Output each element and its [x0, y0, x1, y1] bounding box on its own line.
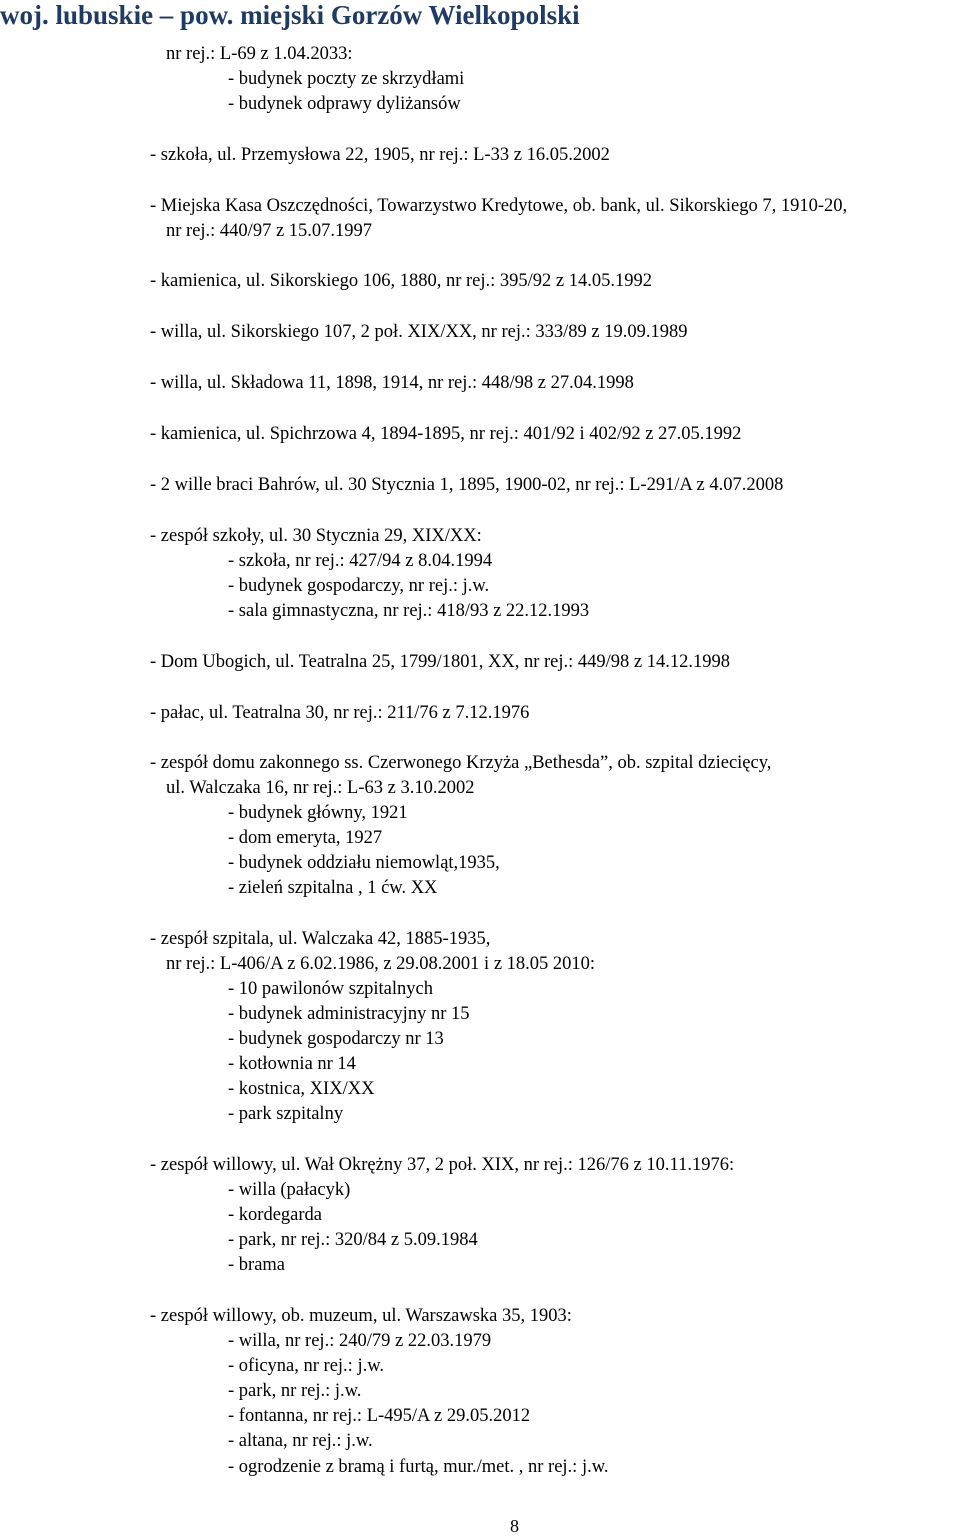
text-line: - kordegarda	[228, 1205, 322, 1225]
text-line: - zespół domu zakonnego ss. Czerwonego Krzyża „Bethesda”, ob. szpital dziecięcy,	[150, 753, 772, 773]
page-number: 8	[510, 1516, 519, 1536]
text-line: - sala gimnastyczna, nr rej.: 418/93 z 22.12.1993	[228, 601, 590, 621]
text-line: - pałac, ul. Teatralna 30, nr rej.: 211/76 z 7.12.1976	[150, 703, 530, 723]
text-line: - fontanna, nr rej.: L-495/A z 29.05.2012	[228, 1406, 531, 1426]
text-line: - kamienica, ul. Sikorskiego 106, 1880, nr rej.: 395/92 z 14.05.1992	[150, 271, 652, 291]
page-heading: woj. lubuskie – pow. miejski Gorzów Wielkopolski	[0, 0, 580, 30]
text-line: - kostnica, XIX/XX	[228, 1079, 375, 1099]
text-line: - zespół willowy, ul. Wał Okrężny 37, 2 poł. XIX, nr rej.: 126/76 z 10.11.1976:	[150, 1155, 735, 1175]
text-line: - zieleń szpitalna , 1 ćw. XX	[228, 878, 438, 898]
text-line: - budynek główny, 1921	[228, 803, 408, 823]
text-line: - 2 wille braci Bahrów, ul. 30 Stycznia 1, 1895, 1900-02, nr rej.: L-291/A z 4.07.2008	[150, 475, 784, 495]
text-line: - budynek gospodarczy nr 13	[228, 1029, 444, 1049]
text-line: - willa, ul. Sikorskiego 107, 2 poł. XIX/XX, nr rej.: 333/89 z 19.09.1989	[150, 322, 688, 342]
text-line: nr rej.: L-406/A z 6.02.1986, z 29.08.2001 i z 18.05 2010:	[166, 954, 596, 974]
text-line: - dom emeryta, 1927	[228, 828, 383, 848]
text-line: - kamienica, ul. Spichrzowa 4, 1894-1895, nr rej.: 401/92 i 402/92 z 27.05.1992	[150, 424, 742, 444]
text-line: - Dom Ubogich, ul. Teatralna 25, 1799/1801, XX, nr rej.: 449/98 z 14.12.1998	[150, 652, 730, 672]
text-line: - altana, nr rej.: j.w.	[228, 1431, 373, 1451]
text-line: nr rej.: 440/97 z 15.07.1997	[166, 221, 373, 241]
text-line: - willa, ul. Składowa 11, 1898, 1914, nr rej.: 448/98 z 27.04.1998	[150, 373, 634, 393]
text-line: - park, nr rej.: 320/84 z 5.09.1984	[228, 1230, 478, 1250]
text-line: - zespół szkoły, ul. 30 Stycznia 29, XIX/XX:	[150, 526, 482, 546]
text-line: - szkoła, nr rej.: 427/94 z 8.04.1994	[228, 551, 493, 571]
text-line: - zespół szpitala, ul. Walczaka 42, 1885-1935,	[150, 929, 491, 949]
text-line: - park szpitalny	[228, 1104, 344, 1124]
text-line: - budynek odprawy dyliżansów	[228, 94, 461, 114]
text-line: ul. Walczaka 16, nr rej.: L-63 z 3.10.2002	[166, 778, 475, 798]
text-line: - zespół willowy, ob. muzeum, ul. Warszawska 35, 1903:	[150, 1306, 572, 1326]
text-line: - budynek gospodarczy, nr rej.: j.w.	[228, 576, 490, 596]
text-line: - willa (pałacyk)	[228, 1180, 351, 1200]
text-line: - budynek poczty ze skrzydłami	[228, 69, 465, 89]
text-line: nr rej.: L-69 z 1.04.2033:	[166, 44, 353, 64]
text-line: - budynek administracyjny nr 15	[228, 1004, 470, 1024]
text-line: - kotłownia nr 14	[228, 1054, 356, 1074]
text-line: - budynek oddziału niemowląt,1935,	[228, 853, 500, 873]
text-line: - 10 pawilonów szpitalnych	[228, 979, 433, 999]
text-line: - ogrodzenie z bramą i furtą, mur./met. , nr rej.: j.w.	[228, 1457, 609, 1477]
text-line: - oficyna, nr rej.: j.w.	[228, 1356, 384, 1376]
text-line: - willa, nr rej.: 240/79 z 22.03.1979	[228, 1331, 492, 1351]
text-line: - Miejska Kasa Oszczędności, Towarzystwo Kredytowe, ob. bank, ul. Sikorskiego 7, 1910-20,	[150, 196, 848, 216]
text-line: - brama	[228, 1255, 286, 1275]
text-line: - park, nr rej.: j.w.	[228, 1381, 362, 1401]
text-line: - szkoła, ul. Przemysłowa 22, 1905, nr rej.: L-33 z 16.05.2002	[150, 145, 610, 165]
